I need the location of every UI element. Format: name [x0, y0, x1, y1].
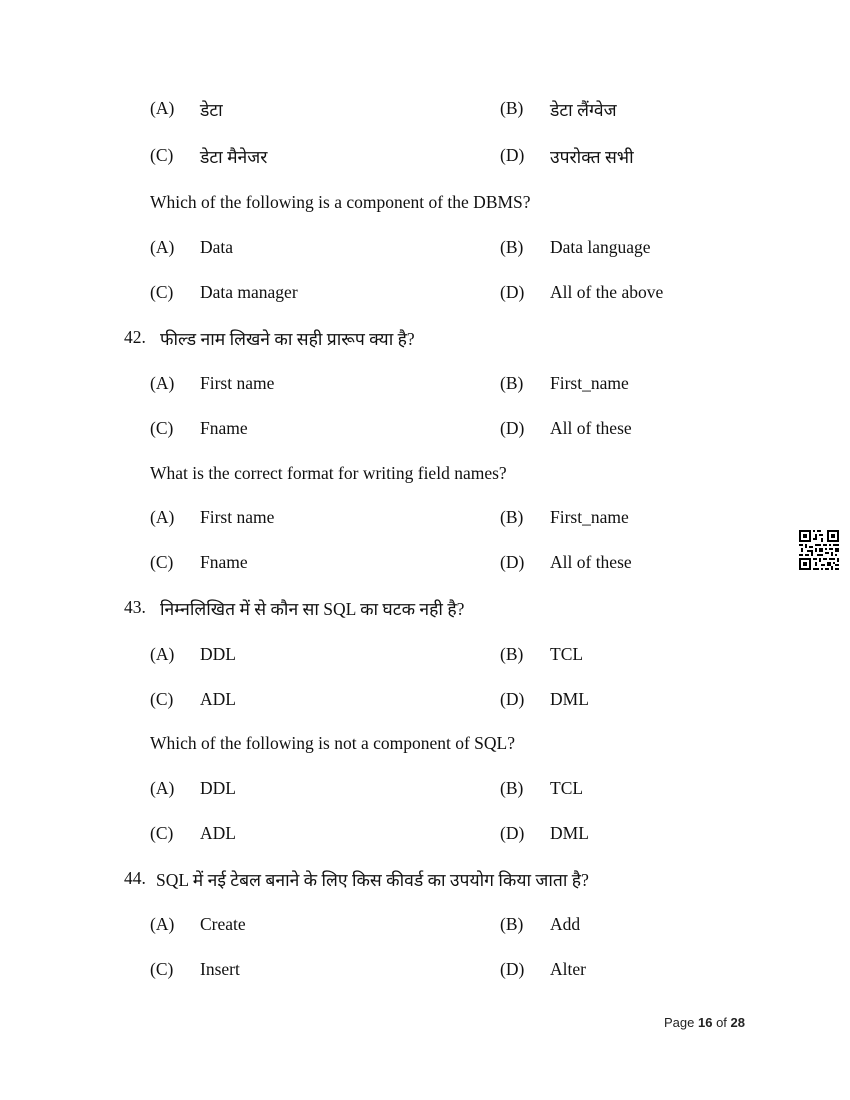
option-label: (B) — [500, 237, 524, 257]
question-hindi — [0, 597, 850, 627]
option-text: TCL — [550, 778, 584, 798]
option-row — [0, 237, 850, 267]
option-label: (B) — [500, 914, 524, 934]
question-text: निम्नलिखित में से कौन सा SQL का घटक नही है? — [160, 599, 465, 619]
option-label: (D) — [500, 823, 525, 843]
option-label: (C) — [150, 823, 174, 843]
option-text: Add — [550, 914, 581, 934]
option-label: (D) — [500, 959, 525, 979]
option-text: DML — [550, 689, 589, 709]
option-text: DDL — [200, 778, 236, 798]
option-label: (A) — [150, 237, 175, 257]
option-row — [0, 282, 850, 312]
option-text: All of these — [550, 552, 632, 572]
option-label: (A) — [150, 914, 175, 934]
option-text: Data manager — [200, 282, 298, 302]
option-row — [0, 373, 850, 403]
option-row — [0, 418, 850, 448]
option-text: All of these — [550, 418, 632, 438]
question-number: 43. — [124, 597, 146, 617]
option-row — [0, 689, 850, 719]
question-hindi — [0, 327, 850, 357]
option-label: (A) — [150, 507, 175, 527]
option-text: First_name — [550, 373, 629, 393]
option-text: डेटा लैंग्वेज — [550, 100, 617, 120]
option-text: Fname — [200, 418, 248, 438]
question-number: 44. — [124, 868, 146, 888]
option-text: TCL — [550, 644, 584, 664]
option-label: (D) — [500, 689, 525, 709]
option-label: (D) — [500, 282, 525, 302]
option-text: डेटा मैनेजर — [200, 147, 268, 167]
option-label: (C) — [150, 145, 174, 165]
option-row — [0, 644, 850, 674]
question-text: Which of the following is a component of the DBMS? — [150, 192, 531, 212]
option-text: ADL — [200, 823, 236, 843]
footer-middle: of — [712, 1015, 731, 1030]
option-label: (B) — [500, 373, 524, 393]
current-page: 16 — [697, 1015, 713, 1030]
question-number: 42. — [124, 327, 146, 347]
question-text: SQL में नई टेबल बनाने के लिए किस कीवर्ड का उपयोग किया जाता है? — [156, 870, 589, 890]
option-label: (A) — [150, 98, 175, 118]
option-label: (C) — [150, 552, 174, 572]
option-label: (C) — [150, 689, 174, 709]
option-text: ADL — [200, 689, 236, 709]
question-english — [0, 733, 850, 763]
question-text: फील्ड नाम लिखने का सही प्रारूप क्या है? — [160, 329, 415, 349]
footer-prefix: Page — [664, 1015, 698, 1030]
option-row — [0, 507, 850, 537]
option-text: Create — [200, 914, 246, 934]
option-label: (A) — [150, 778, 175, 798]
question-hindi — [0, 868, 850, 898]
option-label: (D) — [500, 552, 525, 572]
option-text: All of the above — [550, 282, 664, 302]
option-text: Data language — [550, 237, 651, 257]
option-row — [0, 914, 850, 944]
question-text: What is the correct format for writing field names? — [150, 463, 507, 483]
option-label: (D) — [500, 145, 525, 165]
option-label: (C) — [150, 959, 174, 979]
option-text: First name — [200, 373, 275, 393]
question-text: Which of the following is not a component of SQL? — [150, 733, 515, 753]
option-text: Data — [200, 237, 234, 257]
option-row — [0, 778, 850, 808]
option-row — [0, 823, 850, 853]
option-label: (B) — [500, 644, 524, 664]
option-text: Fname — [200, 552, 248, 572]
option-row — [0, 98, 850, 128]
option-text: DDL — [200, 644, 236, 664]
option-label: (B) — [500, 778, 524, 798]
option-row — [0, 552, 850, 582]
option-text: Insert — [200, 959, 240, 979]
option-text: First name — [200, 507, 275, 527]
option-label: (A) — [150, 644, 175, 664]
option-row — [0, 145, 850, 175]
option-label: (D) — [500, 418, 525, 438]
option-label: (A) — [150, 373, 175, 393]
option-row — [0, 959, 850, 989]
option-label: (C) — [150, 418, 174, 438]
qr-code-icon — [799, 530, 839, 570]
question-english — [0, 192, 850, 222]
question-english — [0, 463, 850, 493]
option-label: (B) — [500, 507, 524, 527]
option-label: (C) — [150, 282, 174, 302]
option-label: (B) — [500, 98, 524, 118]
page-footer — [664, 1015, 745, 1030]
option-text: उपरोक्त सभी — [550, 147, 634, 167]
option-text: First_name — [550, 507, 629, 527]
option-text: डेटा — [200, 100, 223, 120]
option-text: DML — [550, 823, 589, 843]
option-text: Alter — [550, 959, 586, 979]
total-pages: 28 — [730, 1015, 745, 1030]
